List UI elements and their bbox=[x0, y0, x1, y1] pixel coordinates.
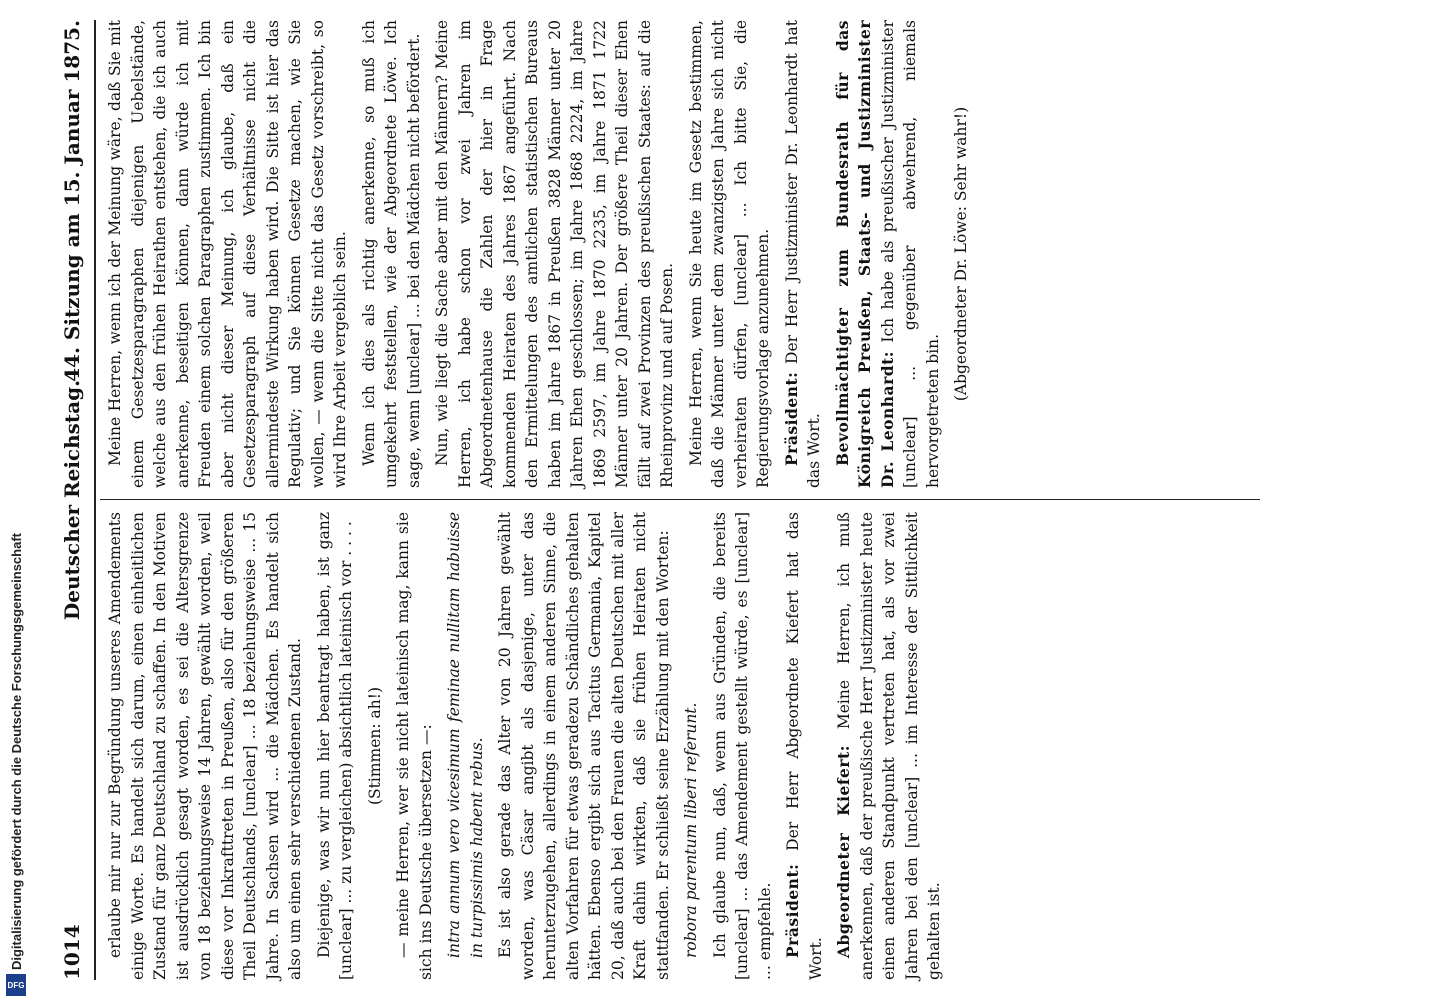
paragraph-text: robora parentum liberi referunt. bbox=[682, 702, 700, 958]
paragraph-text: Meine Herren, ich muß anerkennen, daß der preußische Herr Justizminister heute einen anderen Standpunkt vertreten hat, als vor zwei Jahren bei den [unclear] ... im Interesse der Sittlichkeit gehalten ist. bbox=[835, 512, 943, 980]
dfg-logo: DFG bbox=[6, 974, 26, 996]
paragraph-text: (Stimmen: ah!) bbox=[365, 686, 384, 806]
speaker-name: Präsident: bbox=[783, 863, 802, 958]
paragraph bbox=[104, 20, 352, 488]
paragraph-text: intra annum vero vicesimum feminae nullitam habuisse in turpissimis habent rebus. bbox=[445, 512, 486, 958]
paragraph-text: Meine Herren, wenn Sie heute im Gesetz bestimmen, daß die Männer unter dem zwanzigsten Jahre sich nicht verheiraten dürfen, [unclear] ... Ich bitte Sie, die Regierungsvorlage anzunehmen. bbox=[686, 20, 772, 488]
paragraph-text: Es ist also gerade das Alter von 20 Jahren gewählt worden, was Cäsar angibt als dasjenige, unter das herunterzugehen, allerdings in einem anderen Sinne, die alten Vorfahren für etwas geradezu Schändliches gehalten hätten. Ebenso ergibt sich aus Tacitus Germania, Kapitel 20, daß auch bei den Frauen die alten Deutschen mit aller Kraft dahin wirkten, daß sie frühen Heiraten nicht stattfanden. Er schließt seine Erzählung mit den Worten: bbox=[496, 512, 672, 980]
paragraph-text: Der Herr Abgeordnete Kiefert hat das Wort. bbox=[784, 512, 825, 980]
speaker-name: Präsident: bbox=[781, 371, 801, 466]
speaker-turn bbox=[781, 20, 826, 488]
paragraph bbox=[104, 512, 307, 980]
paragraph-text: erlaube mir nur zur Begründung unseres Amendements einige Worte. Es handelt sich darum, einen einheitlichen Zustand für ganz Deutschland zu schaffen. In den Motiven ist ausdrücklich gesagt worden, es sei die Altersgrenze von 18 beziehungsweise 14 Jahren, gewählt worden, weil diese vor Inkrafttreten in Preußen, also für den größeren Theil Deutschlands, [unclear] ... 18 beziehungsweise ... 15 Jahre. In Sachsen wird ... die Mädchen. Es handelt sich also um einen sehr verschiedenen Zustand. bbox=[106, 512, 304, 980]
running-title: Deutscher Reichstag. bbox=[60, 379, 84, 621]
paragraph bbox=[358, 20, 426, 488]
latin-quote bbox=[443, 512, 488, 980]
document-page bbox=[38, 0, 1394, 1000]
paragraph-text: Nun, wie liegt die Sache aber mit den Männern? Meine Herren, ich habe schon vor zwei Jahren im Abgeordnetenhause die Zahlen der hier in Frage kommenden Heiraten des Jahres 1867 angeführt. Nach den Ermittelungen des amtlichen statistischen Bureaus haben im Jahre 1867 in Preußen 3828 Männer unter 20 Jahren Ehen geschlossen; im Jahre 1868 2224, im Jahre 1869 2597, im Jahre 1870 2235, im Jahre 1871 1722 Männer unter 20 Jahren. Der größere Theil dieser Ehen fällt auf zwei Provinzen des preußischen Staates: auf die Rheinprovinz und auf Posen. bbox=[433, 20, 676, 488]
paragraph-text: (Abgeordneter Dr. Löwe: Sehr wahr!) bbox=[952, 106, 970, 402]
latin-quote bbox=[680, 512, 703, 980]
interjection bbox=[364, 512, 387, 980]
interjection bbox=[950, 20, 973, 488]
paragraph-text: — meine Herren, wer sie nicht lateinisch mag, kann sie sich ins Deutsche übersetzen —: bbox=[394, 512, 435, 980]
paragraph bbox=[832, 20, 945, 488]
paragraph bbox=[709, 512, 777, 980]
paragraph-text: Diejenige, was wir nun hier beantragt haben, ist ganz [unclear] ... zu vergleichen) absichtlich lateinisch vor . . . . bbox=[314, 512, 355, 980]
speaker-name: Abgeordneter Kiefert: bbox=[834, 745, 853, 958]
digitization-credit-strip bbox=[0, 0, 34, 1000]
paragraph bbox=[313, 512, 358, 980]
left-column bbox=[104, 512, 952, 980]
paragraph bbox=[431, 20, 679, 488]
column-divider bbox=[100, 499, 1260, 500]
paragraph-text: Der Herr Justizminister Dr. Leonhardt hat das Wort. bbox=[782, 20, 823, 488]
paragraph-text: Meine Herren, wenn ich der Meinung wäre, daß Sie mit einem Gesetzesparagraphen diejenigen Uebelstände, welche aus den frühen Heirathen entstehen, die ich auch anerkenne, beseitigen können, dann würde ich mit Freuden einem solchen Paragraphen zustimmen. Ich bin aber nicht dieser Meinung, ich glaube, daß ein Gesetzesparagraph auf diese Verhältnisse nicht die allermindeste Wirkung haben wird. Die Sitte ist hier das Regulativ; und Sie können Gesetze machen, wie Sie wollen, — wenn die Sitte nicht das Gesetz vorschreibt, so wird Ihre Arbeit vergeblich sein. bbox=[106, 20, 349, 488]
session-line: 44. Sitzung am 15. Januar 1875. bbox=[60, 20, 84, 382]
paragraph bbox=[494, 512, 674, 980]
paragraph-text: Ich habe als preußischer Justizminister [unclear] ... gegenüber abwehrend, niemals hervorgetreten bin. bbox=[878, 20, 942, 488]
speaker-name: Bevollmächtigter zum Bundesrath für das Königreich Preußen, Staats- und Justizminister Dr. Leonhardt: bbox=[832, 20, 897, 488]
right-column bbox=[104, 20, 979, 488]
paragraph bbox=[833, 512, 946, 980]
speaker-turn bbox=[782, 512, 827, 980]
page-header bbox=[56, 20, 90, 980]
paragraph bbox=[392, 512, 437, 980]
paragraph-text: Ich glaube nun, daß, wenn aus Gründen, die bereits [unclear] ... das Amendement gestellt würde, es [unclear] ... empfehle. bbox=[710, 512, 774, 980]
header-rule bbox=[94, 20, 96, 980]
paragraph bbox=[685, 20, 775, 488]
digitization-credit: Digitalisierung gefördert durch die Deutsche Forschungsgemeinschaft bbox=[9, 532, 24, 970]
paragraph-text: Wenn ich dies als richtig anerkenne, so muß ich umgekehrt feststellen, wie der Abgeordnete Löwe. Ich sage, wenn [unclear] ... bei den Mädchen nicht befördert. bbox=[359, 20, 423, 488]
page-number: 1014 bbox=[60, 924, 84, 980]
